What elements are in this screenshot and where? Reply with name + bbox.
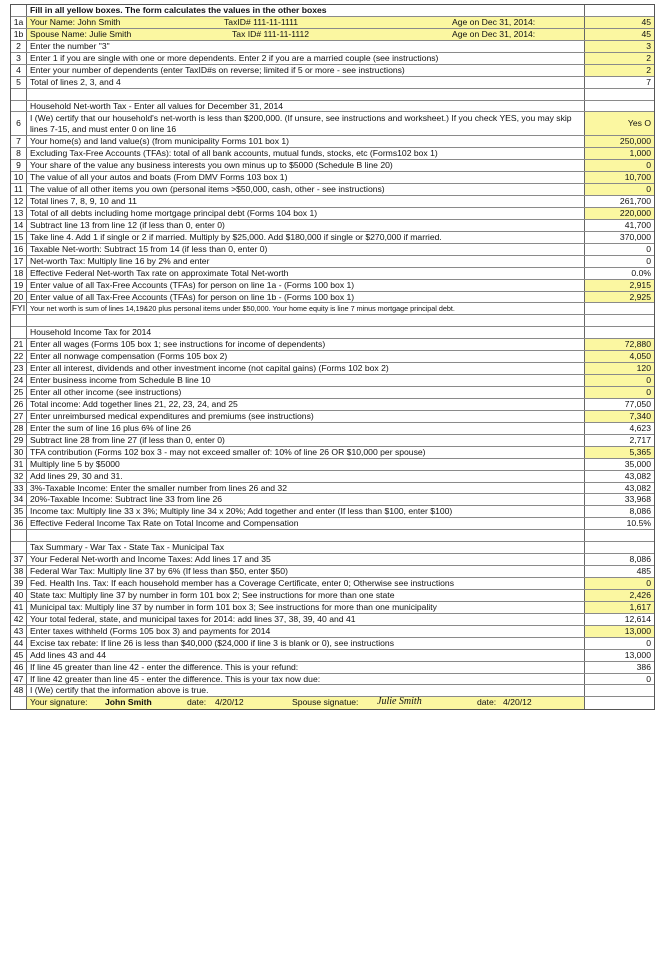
section-title: Tax Summary - War Tax - State Tax - Municipal Tax: [27, 542, 585, 553]
line-description: Enter all nonwage compensation (Forms 105 box 2): [27, 351, 585, 362]
line-description: Enter business income from Schedule B line 10: [27, 375, 585, 386]
spacer-row: [11, 530, 654, 542]
name-text: Spouse Name: Julie Smith: [30, 28, 132, 39]
line-number: 24: [11, 375, 27, 386]
input-value[interactable]: 5,365: [585, 447, 654, 458]
form-line-19: [11, 280, 654, 292]
line-number: 41: [11, 602, 27, 613]
line-description: Enter all wages (Forms 105 box 1; see instructions for income of dependents): [27, 339, 585, 350]
form-line-24: [11, 375, 654, 387]
form-line-27: [11, 411, 654, 423]
form-line-29: [11, 435, 654, 447]
section-header-income: [11, 327, 654, 339]
line-number: 35: [11, 506, 27, 517]
line-description: Add lines 29, 30 and 31.: [27, 471, 585, 482]
input-value[interactable]: 1,000: [585, 148, 654, 159]
form-line-23: [11, 363, 654, 375]
spouse-signature-date: 4/20/12: [503, 697, 532, 708]
line-number: FYI: [11, 303, 26, 314]
your-signature-date: 4/20/12: [215, 697, 244, 708]
line-description: Total of lines 2, 3, and 4: [27, 77, 585, 88]
line-description: I (We) certify that the information above is true.: [27, 685, 585, 696]
line-description: Enter value of all Tax-Free Accounts (TFAs) for person on line 1b - (Forms 100 box 1): [27, 292, 585, 303]
computed-value: 13,000: [624, 649, 651, 660]
line-number: 17: [11, 256, 27, 267]
line-number: 45: [11, 650, 27, 661]
input-value[interactable]: 120: [585, 363, 654, 374]
line-description: If line 42 greater than line 45 - enter the difference. This is your tax now due:: [27, 674, 585, 685]
line-description: Enter all other income (see instructions): [27, 387, 585, 398]
header-row-1a: [11, 17, 654, 29]
age-label: Age on Dec 31, 2014:: [452, 28, 536, 39]
line-number: 15: [11, 232, 27, 243]
line-number: 29: [11, 435, 27, 446]
line-number: 7: [11, 136, 27, 147]
computed-value: 77,050: [624, 398, 651, 409]
line-number: 13: [11, 208, 27, 219]
computed-value: 43,082: [624, 482, 651, 493]
computed-value: 485: [636, 566, 651, 577]
form-line-42: [11, 614, 654, 626]
computed-value: 4,623: [629, 422, 651, 433]
line-number: 11: [11, 184, 27, 195]
form-line-33: [11, 483, 654, 495]
input-value[interactable]: 13,000: [585, 626, 654, 637]
line-number: 42: [11, 614, 27, 625]
computed-value: 12,614: [624, 613, 651, 624]
form-line-5: [11, 77, 654, 89]
computed-value: 0: [646, 637, 651, 648]
computed-value: 0: [646, 243, 651, 254]
input-value[interactable]: Yes O: [585, 112, 654, 135]
computed-value: 2,717: [629, 434, 651, 445]
your-signature-label: Your signature:: [30, 697, 88, 708]
line-number: 21: [11, 339, 27, 350]
line-number: 22: [11, 351, 27, 362]
line-number: 32: [11, 471, 27, 482]
line-number: 8: [11, 148, 27, 159]
input-value[interactable]: 7,340: [585, 411, 654, 422]
line-number: 44: [11, 638, 27, 649]
line-description: Enter value of all Tax-Free Accounts (TFAs) for person on line 1a - (Forms 100 box 1): [27, 280, 585, 291]
tax-form: [10, 4, 655, 710]
line-description: Add lines 43 and 44: [27, 650, 585, 661]
line-number: 40: [11, 590, 27, 601]
form-line-14: [11, 220, 654, 232]
form-line-34: [11, 494, 654, 506]
form-line-44: [11, 638, 654, 650]
input-value[interactable]: 2,426: [585, 590, 654, 601]
form-line-39: [11, 578, 654, 590]
line-number: 9: [11, 160, 27, 171]
line-number: 46: [11, 662, 27, 673]
computed-value: 35,000: [624, 458, 651, 469]
line-number: 38: [11, 566, 27, 577]
line-number: 4: [11, 65, 27, 76]
line-number: 2: [11, 41, 27, 52]
row-number: [11, 5, 27, 16]
input-value[interactable]: 0: [585, 375, 654, 386]
form-line-25: [11, 387, 654, 399]
line-number: 39: [11, 578, 27, 589]
form-line-18: [11, 268, 654, 280]
value-cell: [585, 5, 654, 16]
line-description: Fed. Health Ins. Tax: If each household member has a Coverage Certificate, enter 0; Otherwise see instructions: [27, 578, 585, 589]
line-description: Excise tax rebate: If line 26 is less than $40,000 ($24,000 if line 3 is blank or 0), see instructions: [27, 638, 585, 649]
form-line-28: [11, 423, 654, 435]
line-number: 6: [11, 112, 27, 135]
input-value[interactable]: 2: [585, 65, 654, 76]
line-description: Multiply line 5 by $5000: [27, 459, 585, 470]
form-title-row: [11, 5, 654, 17]
computed-value: 43,082: [624, 470, 651, 481]
line-description: Effective Federal Net-worth Tax rate on approximate Total Net-worth: [27, 268, 585, 279]
form-line-47: [11, 674, 654, 686]
computed-value: 386: [636, 661, 651, 672]
form-line-37: [11, 554, 654, 566]
line-number: 18: [11, 268, 27, 279]
line-description: TFA contribution (Forms 102 box 3 - may not exceed smaller of: 10% of line 26 OR $10,000 per spouse): [27, 447, 585, 458]
line-description: Municipal tax: Multiply line 37 by number in form 101 box 3; See instructions for more than one municipality: [27, 602, 585, 613]
line-number: 3: [11, 53, 27, 64]
line-description: Enter 1 if you are single with one or more dependents. Enter 2 if you are a married couple (see instructions): [27, 53, 585, 64]
computed-value: [585, 685, 654, 696]
form-line-21: [11, 339, 654, 351]
line-description: Your net worth is sum of lines 14,19&20 plus personal items under $50,000. Your home equity is line 7 minus mortgage principal debt.: [27, 303, 585, 314]
line-number: 12: [11, 196, 27, 207]
line-number: 33: [11, 483, 27, 494]
line-number: 30: [11, 447, 27, 458]
section-header-networth: [11, 101, 654, 113]
line-number: 10: [11, 172, 27, 183]
line-number: 37: [11, 554, 27, 565]
form-line-45: [11, 650, 654, 662]
form-line-20: [11, 292, 654, 304]
line-number: 28: [11, 423, 27, 434]
input-value[interactable]: 4,050: [585, 351, 654, 362]
date-label: date:: [477, 697, 497, 708]
name-field[interactable]: [27, 17, 585, 28]
signature-field[interactable]: [27, 697, 585, 709]
form-line-31: [11, 459, 654, 471]
line-description: Effective Federal Income Tax Rate on Total Income and Compensation: [27, 518, 585, 529]
form-line-11: [11, 184, 654, 196]
input-value[interactable]: 250,000: [585, 136, 654, 147]
input-value[interactable]: 10,700: [585, 172, 654, 183]
form-line-43: [11, 626, 654, 638]
signature-row: [11, 697, 654, 709]
computed-value: 10.5%: [626, 518, 651, 529]
line-description: Your home(s) and land value(s) (from municipality Forms 101 box 1): [27, 136, 585, 147]
spouse-name-field[interactable]: [27, 29, 585, 40]
form-line-13: [11, 208, 654, 220]
form-line-40: [11, 590, 654, 602]
line-description: Total lines 7, 8, 9, 10 and 11: [27, 196, 585, 207]
form-line-3: [11, 53, 654, 65]
input-value[interactable]: 0: [585, 184, 654, 195]
line-number: 25: [11, 387, 27, 398]
form-line-9: [11, 160, 654, 172]
age-value[interactable]: 45: [585, 29, 654, 40]
section-title: Household Net-worth Tax - Enter all values for December 31, 2014: [27, 101, 585, 112]
line-description: Enter unreimbursed medical expenditures and premiums (see instructions): [27, 411, 585, 422]
form-line-17: [11, 256, 654, 268]
line-description: Income tax: Multiply line 33 x 3%; Multiply line 34 x 20%; Add together and enter (If less than $100, enter $100): [27, 506, 585, 517]
computed-value: 0: [646, 673, 651, 684]
line-description: Your Federal Net-worth and Income Taxes: Add lines 17 and 35: [27, 554, 585, 565]
line-number: 27: [11, 411, 27, 422]
row-number: 1b: [11, 29, 27, 40]
line-description: The value of all your autos and boats (From DMV Forms 103 box 1): [27, 172, 585, 183]
input-value[interactable]: 2,915: [585, 280, 654, 291]
line-description: Excluding Tax-Free Accounts (TFAs): total of all bank accounts, mutual funds, stocks, etc (Forms102 box 1): [27, 148, 585, 159]
form-line-35: [11, 506, 654, 518]
line-number: 23: [11, 363, 27, 374]
form-line-6: [11, 112, 654, 136]
line-number: 19: [11, 280, 27, 291]
computed-value: 370,000: [619, 231, 651, 242]
spouse-signature-label: Spouse signatue:: [292, 697, 359, 708]
form-line-7: [11, 136, 654, 148]
age-value[interactable]: 45: [585, 17, 654, 28]
line-description: Federal War Tax: Multiply line 37 by 6% (If less than $50, enter $50): [27, 566, 585, 577]
line-number: 16: [11, 244, 27, 255]
line-description: Total of all debts including home mortgage principal debt (Forms 104 box 1): [27, 208, 585, 219]
input-value[interactable]: 3: [585, 41, 654, 52]
input-value[interactable]: 0: [585, 387, 654, 398]
section-title: Household Income Tax for 2014: [27, 327, 585, 338]
line-number: 43: [11, 626, 27, 637]
form-line-fyi: [11, 303, 654, 315]
form-line-12: [11, 196, 654, 208]
line-description: I (We) certify that our household's net-worth is less than $200,000. (If unsure, see instructions and worksheet.) If you check YES, you may skip lines 7-15, and must enter 0 on line 16: [27, 112, 585, 135]
input-value[interactable]: 0: [585, 578, 654, 589]
computed-value: 8,086: [629, 554, 651, 565]
form-line-15: [11, 232, 654, 244]
line-number: 36: [11, 518, 27, 529]
line-description: 20%-Taxable Income: Subtract line 33 from line 26: [27, 494, 585, 505]
taxid-text: TaxID# 111-11-1111: [224, 16, 299, 27]
input-value[interactable]: 0: [585, 160, 654, 171]
input-value[interactable]: 2,925: [585, 292, 654, 303]
form-line-30: [11, 447, 654, 459]
form-line-48: [11, 685, 654, 697]
line-description: Net-worth Tax: Multiply line 16 by 2% and enter: [27, 256, 585, 267]
computed-value: 33,968: [624, 494, 651, 505]
form-line-38: [11, 566, 654, 578]
input-value[interactable]: 1,617: [585, 602, 654, 613]
line-number: 47: [11, 674, 27, 685]
line-description: Taxable Net-worth: Subtract 15 from 14 (if less than 0, enter 0): [27, 244, 585, 255]
line-description: Enter the sum of line 16 plus 6% of line 26: [27, 423, 585, 434]
form-line-26: [11, 399, 654, 411]
row-number: 1a: [11, 17, 27, 28]
line-description: Take line 4. Add 1 if single or 2 if married. Multiply by $25,000. Add $180,000 if single or $270,000 if married.: [27, 232, 585, 243]
line-description: If line 45 greater than line 42 - enter the difference. This is your refund:: [27, 662, 585, 673]
computed-value: 7: [646, 76, 651, 87]
computed-value: 0.0%: [631, 267, 651, 278]
form-line-36: [11, 518, 654, 530]
line-description: Your total federal, state, and municipal taxes for 2014: add lines 37, 38, 39, 40 and 41: [27, 614, 585, 625]
computed-value: 0: [646, 255, 651, 266]
form-line-32: [11, 471, 654, 483]
section-header-summary: [11, 542, 654, 554]
spouse-signature-name: Julie Smith: [377, 697, 422, 708]
form-line-22: [11, 351, 654, 363]
spacer-row: [11, 89, 654, 101]
age-label: Age on Dec 31, 2014:: [452, 16, 536, 27]
line-description: Enter your number of dependents (enter TaxID#s on reverse; limited if 5 or more - see instructions): [27, 65, 585, 76]
input-value[interactable]: 2: [585, 53, 654, 64]
form-line-8: [11, 148, 654, 160]
form-line-16: [11, 244, 654, 256]
input-value[interactable]: 72,880: [585, 339, 654, 350]
form-line-41: [11, 602, 654, 614]
line-number: 14: [11, 220, 27, 231]
line-description: Subtract line 28 from line 27 (if less than 0, enter 0): [27, 435, 585, 446]
line-number: 26: [11, 399, 27, 410]
name-text: Your Name: John Smith: [30, 16, 121, 27]
taxid-text: Tax ID# 111-11-1112: [232, 28, 310, 39]
computed-value: 261,700: [619, 196, 651, 207]
line-description: Your share of the value any business interests you own minus up to $5000 (Schedule B line 20): [27, 160, 585, 171]
line-number: 31: [11, 459, 27, 470]
line-description: Enter taxes withheld (Forms 105 box 3) and payments for 2014: [27, 626, 585, 637]
line-description: Total income: Add together lines 21, 22, 23, 24, and 25: [27, 399, 585, 410]
line-number: 34: [11, 494, 27, 505]
computed-value: 41,700: [624, 219, 651, 230]
computed-value: 8,086: [629, 506, 651, 517]
form-line-4: [11, 65, 654, 77]
form-title: Fill in all yellow boxes. The form calculates the values in the other boxes: [27, 5, 585, 16]
line-description: 3%-Taxable Income: Enter the smaller number from lines 26 and 32: [27, 483, 585, 494]
spacer-row: [11, 315, 654, 327]
form-line-46: [11, 662, 654, 674]
form-line-2: [11, 41, 654, 53]
line-description: Subtract line 13 from line 12 (if less than 0, enter 0): [27, 220, 585, 231]
computed-value: [585, 303, 654, 314]
line-number: 5: [11, 77, 27, 88]
date-label: date:: [187, 697, 207, 708]
form-line-10: [11, 172, 654, 184]
line-number: 48: [11, 685, 27, 696]
line-description: The value of all other items you own (personal items >$50,000, cash, other - see instructions): [27, 184, 585, 195]
header-row-1b: [11, 29, 654, 41]
line-description: Enter the number "3": [27, 41, 585, 52]
your-signature-name: John Smith: [105, 697, 152, 708]
line-description: State tax: Multiply line 37 by number in form 101 box 2; See instructions for more than one state: [27, 590, 585, 601]
input-value[interactable]: 220,000: [585, 208, 654, 219]
line-number: 20: [11, 292, 27, 303]
line-description: Enter all interest, dividends and other investment income (not capital gains) (Forms 102 box 2): [27, 363, 585, 374]
